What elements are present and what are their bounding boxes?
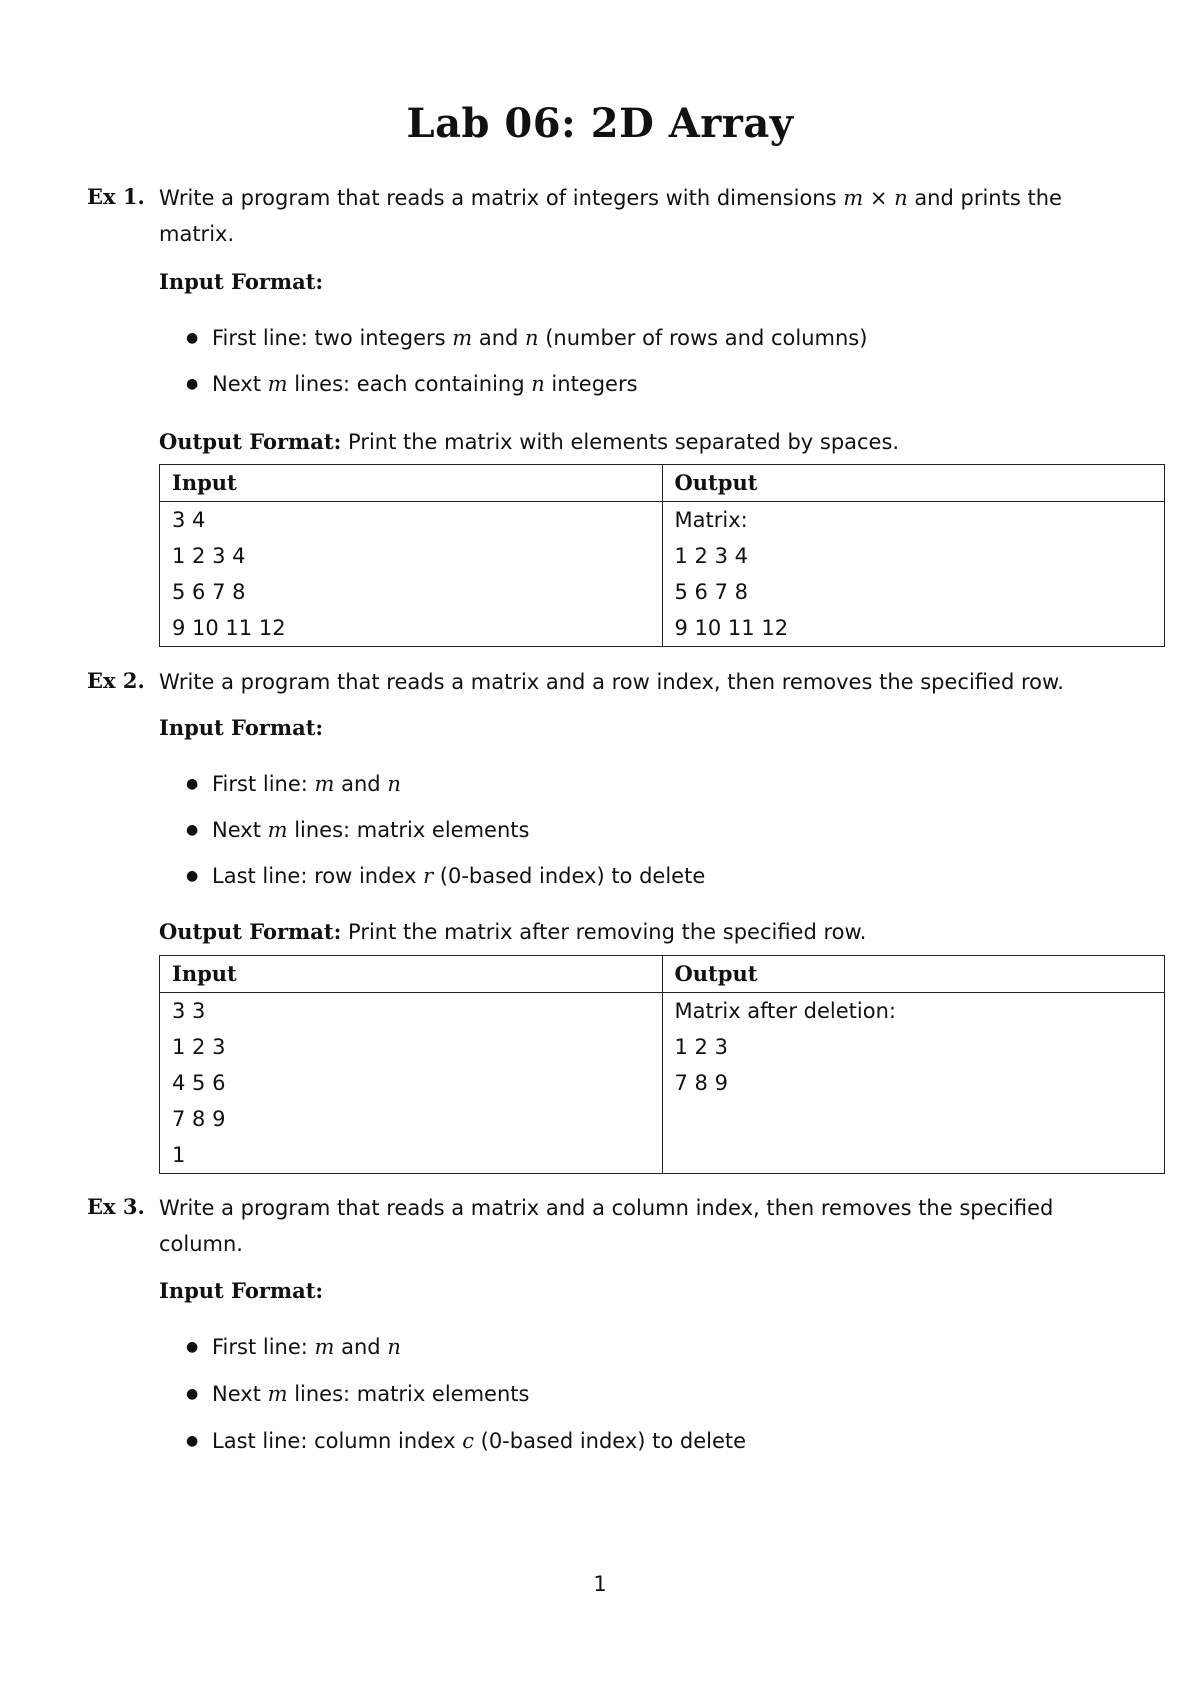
bullet-dot: ● (186, 1339, 199, 1355)
ex2-description: Write a program that reads a matrix and a row index, then removes the specified row. (159, 670, 1064, 694)
bullet-dot: ● (186, 868, 199, 884)
ex1-bullet-1: First line: two integers m and n (number of rows and columns) (212, 326, 868, 350)
output-column-header: Output (662, 956, 1165, 993)
input-cell: 1 (160, 1137, 663, 1174)
output-cell: 7 8 9 (662, 1065, 1165, 1101)
input-cell: 4 5 6 (160, 1065, 663, 1101)
input-cell: 3 3 (160, 993, 663, 1030)
ex3-bullet-2: Next m lines: matrix elements (212, 1382, 530, 1406)
input-cell: 3 4 (160, 502, 663, 539)
ex3-description: Write a program that reads a matrix and a column index, then removes the specified (159, 1196, 1054, 1220)
bullet-dot: ● (186, 1433, 199, 1449)
ex2-output-format: Output Format: Print the matrix after removing the specified row. (159, 919, 867, 944)
table-row (160, 610, 1165, 647)
table-row (160, 1029, 1165, 1065)
ex3-bullet-1: First line: m and n (212, 1335, 401, 1359)
bullet-dot: ● (186, 330, 199, 346)
ex1-label: Ex 1. (87, 184, 145, 209)
ex2-input-format-heading: Input Format: (159, 715, 324, 740)
output-cell (662, 1101, 1165, 1137)
ex1-bullet-2: Next m lines: each containing n integers (212, 372, 638, 396)
table-row (160, 502, 1165, 539)
output-cell: 9 10 11 12 (662, 610, 1165, 647)
ex3-input-format-heading: Input Format: (159, 1278, 324, 1303)
ex1-description-cont: matrix. (159, 222, 235, 246)
input-cell: 1 2 3 (160, 1029, 663, 1065)
bullet-dot: ● (186, 1386, 199, 1402)
bullet-dot: ● (186, 776, 199, 792)
bullet-dot: ● (186, 822, 199, 838)
input-column-header: Input (160, 465, 663, 502)
input-column-header: Input (160, 956, 663, 993)
input-cell: 9 10 11 12 (160, 610, 663, 647)
ex2-io-table (159, 955, 1165, 1174)
ex1-description: Write a program that reads a matrix of integers with dimensions m × n and prints the (159, 186, 1062, 210)
ex3-bullet-3: Last line: column index c (0-based index) to delete (212, 1429, 747, 1453)
ex2-bullet-1: First line: m and n (212, 772, 401, 796)
page-title: Lab 06: 2D Array (406, 100, 794, 147)
input-cell: 5 6 7 8 (160, 574, 663, 610)
table-row (160, 993, 1165, 1030)
output-cell: 1 2 3 4 (662, 538, 1165, 574)
ex3-label: Ex 3. (87, 1194, 145, 1219)
output-cell: Matrix: (662, 502, 1165, 539)
table-row (160, 574, 1165, 610)
output-cell: Matrix after deletion: (662, 993, 1165, 1030)
table-row (160, 1137, 1165, 1174)
input-cell: 7 8 9 (160, 1101, 663, 1137)
ex2-label: Ex 2. (87, 668, 145, 693)
output-cell: 5 6 7 8 (662, 574, 1165, 610)
input-cell: 1 2 3 4 (160, 538, 663, 574)
ex3-description-cont: column. (159, 1232, 243, 1256)
page-number: 1 (593, 1572, 607, 1596)
table-header-row (160, 956, 1165, 993)
ex1-io-table (159, 464, 1165, 647)
ex1-output-format: Output Format: Print the matrix with elements separated by spaces. (159, 429, 900, 454)
ex2-bullet-2: Next m lines: matrix elements (212, 818, 530, 842)
output-cell: 1 2 3 (662, 1029, 1165, 1065)
table-row (160, 538, 1165, 574)
ex2-bullet-3: Last line: row index r (0-based index) to delete (212, 864, 706, 888)
table-row (160, 1101, 1165, 1137)
output-column-header: Output (662, 465, 1165, 502)
output-cell (662, 1137, 1165, 1174)
table-header-row (160, 465, 1165, 502)
bullet-dot: ● (186, 376, 199, 392)
table-row (160, 1065, 1165, 1101)
ex1-input-format-heading: Input Format: (159, 269, 324, 294)
